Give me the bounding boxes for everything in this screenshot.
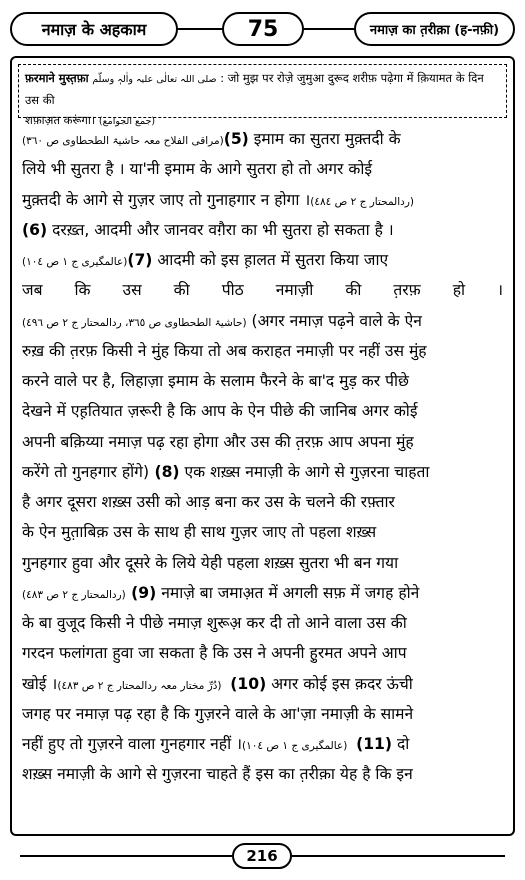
text-line [22,699,503,729]
body-text [22,124,503,790]
line-text: नहीं हुए तो गुज़रने वाला गुनहगार नहीं । [22,735,242,753]
citation-reference: (عالمگیری ج ١ ص ١٠٤) [22,256,128,268]
text-line [22,759,503,789]
hadith-text-line2: शफ़ाअ़त करूंगा। [25,113,96,127]
hadith-source: (جمع الجوامع) [98,116,156,127]
line-text: दो [392,735,410,753]
text-line [22,608,503,638]
point-number: (9) [125,583,157,602]
line-text: लिये भी सुतरा है । या'नी इमाम के आगे सुतरा हो तो अगर कोई [22,160,373,179]
header-rule-right [304,28,354,30]
line-text: देखने में एह़तियात ज़रूरी है कि आप के ऐन पीछे की जानिब अगर कोई [22,402,418,421]
line-text: जब कि उस की पीठ नमाज़ी की त़रफ़ हो । [22,281,503,300]
page-number: 216 [232,843,292,869]
text-line [22,638,503,668]
salutation-text: صلی اللہ تعالٰی علیہ واٰلہٖ وسلّم [92,74,217,85]
citation-reference: (عالمگیری ج ١ ص ١٠٤) [242,740,351,752]
point-number: (6) [22,220,48,239]
line-text: आदमी को इस ह़ालत में सुतरा किया जाए [152,251,389,269]
citation-reference: (ردالمحتار ج ٢ ص ٤٨٤) [310,195,414,208]
line-text: अपनी बक़िय्या नमाज़ पढ़ रहा होगा और उस की त़रफ़ आप अपना मुंह [22,432,414,451]
text-line [22,154,503,184]
line-text: जगह पर नमाज़ पढ़ रहा है कि गुज़रने वाले के आ'ज़ा नमाज़ी के सामने [22,704,414,723]
line-text: गरदन फलांगता हुवा जा सकता है कि उस ने अपनी हु़रमत अपने आप [22,644,407,663]
line-text: शख़्स नमाज़ी के आगे से गुज़रना चाहते हैं इस का त़रीक़ा येह है कि इन [22,765,413,784]
line-text: रुख़ की त़रफ़ किसी ने मुंह किया तो अब कराहत नमाज़ी पर नहीं उस मुंह [22,341,427,360]
book-title: नमाज़ के अहकाम [10,12,178,46]
line-text: अगर कोई इस क़दर ऊंची [266,674,413,693]
text-line [22,517,503,547]
line-text: नमाज़े बा जमाअ़त में अगली सफ़ में जगह होने [156,583,420,602]
point-number: (8) [149,462,180,481]
chapter-page-number: 75 [222,12,304,46]
content-frame [10,56,515,836]
chapter-title: नमाज़ का त़रीक़ा (ह-नफ़ी) [354,12,515,46]
text-line [22,669,503,699]
line-text: के ऐन मुत़ाबिक़ उस के साथ ही साथ गुज़र जाए तो पहला शख़्स [22,523,377,542]
citation-reference: (دُرِّ مختار معہ ردالمحتار ج ٢ ص ٤٨٣) [57,679,225,692]
hadith-text-line1: : जो मुझ पर रोज़े जुमुआ दुरूद शरीफ़ पढ़ेगा में क़ियामत के दिन उस की [25,71,484,107]
text-line [22,336,503,366]
text-line [22,548,503,578]
line-text: मुक़्तदी के आगे से गुज़र जाए तो गुनाहगार न होगा । [22,190,311,209]
text-line [22,396,503,426]
page-header [10,12,515,50]
point-number: (10) [224,674,267,693]
line-text: के बा वुजूद किसी ने पीछे नमाज़ शुरूअ़ कर दी तो आने वाला उस की [22,614,407,632]
line-text: है अगर दूसरा शख़्स उसी को आड़ बना कर उस के चलने की रफ़्तार [22,493,395,511]
text-line [22,306,503,336]
line-text: एक शख़्स नमाज़ी के आगे से गुज़रना चाहता [179,462,430,481]
hadith-label: फ़रमाने मुस्त़फ़ा [25,71,89,85]
footer-rule-right [292,855,505,857]
point-number: (7) [127,251,153,269]
text-line [22,215,503,245]
text-line [22,275,503,305]
citation-reference: (مراقی الفلاح معہ حاشیۃ الطحطاوی ص ٣٦٠) [22,135,224,147]
footer-rule-left [20,855,232,857]
line-text: करेंगे तो गुनहगार होंगे) [22,462,150,481]
text-line [22,729,503,759]
point-number: (5) [223,130,249,148]
point-number: (11) [350,735,393,753]
text-line [22,366,503,396]
line-text: गुनहगार हुवा और दूसरे के लिये येही पहला शख़्स सुतरा भी बन गया [22,553,399,572]
line-text: इमाम का सुतरा मुक़्तदी के [248,130,401,148]
line-text: खोई । [22,674,58,693]
line-text: करने वाले पर है, लिहाज़ा इमाम के सलाम फैरने के बा'द मुड़ कर पीछे [22,372,409,390]
hadith-box [18,64,507,127]
text-line [22,427,503,457]
text-line [22,245,503,275]
header-rule-left [178,28,222,30]
text-line [22,185,503,215]
line-text: (अगर नमाज़ पढ़ने वाले के ऐन [246,311,422,330]
citation-reference: (ردالمحتار ج ٢ ص ٤٨٣) [22,588,126,601]
text-line [22,487,503,517]
text-line [22,457,503,487]
citation-reference: (حاشیۃ الطحطاوی ص ٣٦٥، ردالمحتار ج ٢ ص ٤٩٦) [22,316,247,329]
text-line [22,124,503,154]
text-line [22,578,503,608]
line-text: दरख़्त, आदमी और जानवर वग़ैरा का भी सुतरा हो सकता है । [47,220,394,239]
